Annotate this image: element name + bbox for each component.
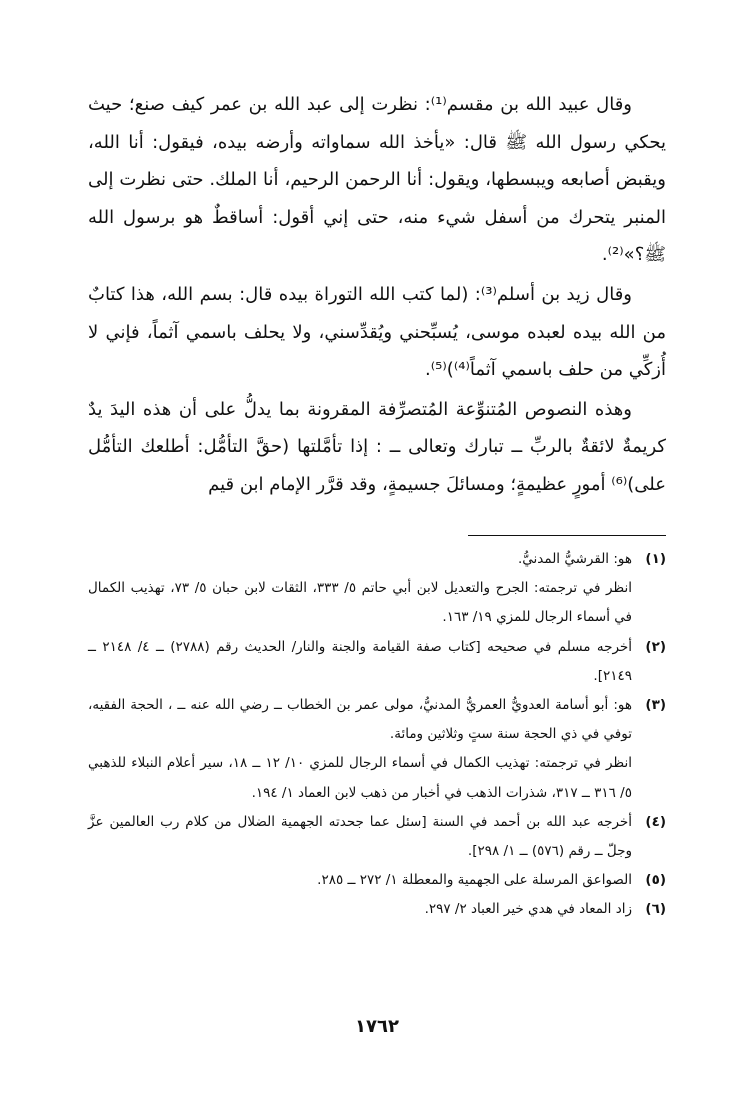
- footnote-line: هو: أبو أسامة العدويُّ العمريُّ المدنيُّ، مولى عمر بن الخطاب ــ رضي الله عنه ــ ، الحجة الفقيه، توفي في ذي الحجة سنة ستٍ وثلاثين ومائة.: [88, 697, 632, 743]
- footnote-6: [88, 895, 666, 924]
- footnote-line: أخرجه مسلم في صحيحه [كتاب صفة القيامة والجنة والنار/ الحديث رقم (٢٧٨٨) ــ ٤/ ٢١٤٨ ــ ٢١٤٩].: [88, 638, 633, 684]
- paragraph-2: وقال زيد بن أسلم⁽³⁾: (لما كتب الله التوراة بيده قال: بسم الله، هذا كتابٌ من الله بيده لعبده موسى، يُسبِّحني ويُقدِّسني، ولا يحلف باسمي آثماً، فإني لا أُزكِّي من حلف باسمي آثماً⁽⁴⁾)⁽⁵⁾.: [88, 283, 666, 381]
- footnote-3: [88, 691, 666, 808]
- main-text: [88, 86, 666, 504]
- footnote-separator: [468, 535, 666, 536]
- footnote-2: [88, 633, 666, 691]
- footnotes: [88, 545, 666, 925]
- footnote-1: [88, 545, 666, 633]
- footnote-number: (٦): [645, 901, 666, 918]
- page-number: ١٧٦٢: [355, 1016, 399, 1037]
- footnote-5: [88, 866, 666, 895]
- footnote-number: (٣): [645, 697, 666, 714]
- footnote-number: (١): [645, 551, 666, 567]
- paragraph-3: وهذه النصوص المُتنوِّعة المُتصرِّفة المقرونة بما يدلُّ على أن هذه اليدَ يدٌ كريمةٌ لائقةٌ بالربِّ ــ تبارك وتعالى ــ : إذا تأمَّلتها (حقَّ التأمُّل: أطلعك التأمُّل على)⁽⁶⁾ أمورٍ عظيمةٍ؛ ومسائلَ جسيمةٍ، وقد قرَّر الإمام ابن قيم: [88, 398, 666, 495]
- footnote-line: هو: القرشيُّ المدنيُّ.: [518, 551, 632, 567]
- footnote-line: الصواعق المرسلة على الجهمية والمعطلة ١/ ٢٧٢ ــ ٢٨٥.: [317, 872, 632, 889]
- footnote-number: (٥): [645, 872, 666, 889]
- footnote-line: انظر في ترجمته: الجرح والتعديل لابن أبي حاتم ٥/ ٣٣٣، الثقات لابن حبان ٥/ ٧٣، تهذيب الكمال في أسماء الرجال للمزي ١٩/ ١٦٣.: [88, 580, 633, 626]
- footnote-4: [88, 808, 666, 866]
- paragraph-1: وقال عبيد الله بن مقسم⁽¹⁾: نظرت إلى عبد الله بن عمر كيف صنع؛ حيث يحكي رسول الله ﷺ قال: «يأخذ الله سماواته وأرضه بيده، فيقول: أنا الله، ويقبض أصابعه ويبسطها، ويقول: أنا الرحمن الرحيم، أنا الملك. حتى نظرت إلى المنبر يتحرك من أسفل شيء منه، حتى إني أقول: أساقطٌ هو برسول الله ﷺ؟»⁽²⁾.: [88, 94, 666, 266]
- footnote-line: أخرجه عبد الله بن أحمد في السنة [سئل عما جحدته الجهمية الضلال من كلام رب العالمين عزَّ وجلّ ــ رقم (٥٧٦) ــ ١/ ٢٩٨].: [88, 813, 632, 860]
- footnote-line: انظر في ترجمته: تهذيب الكمال في أسماء الرجال للمزي ١٠/ ١٢ ــ ١٨، سير أعلام النبلاء للذهبي ٥/ ٣١٦ ــ ٣١٧، شذرات الذهب في أخبار من ذهب لابن العماد ١/ ١٩٤.: [88, 755, 632, 801]
- footnote-line: زاد المعاد في هدي خير العباد ٢/ ٢٩٧.: [424, 901, 632, 918]
- footnote-number: (٤): [645, 813, 666, 830]
- footnote-number: (٢): [645, 638, 666, 655]
